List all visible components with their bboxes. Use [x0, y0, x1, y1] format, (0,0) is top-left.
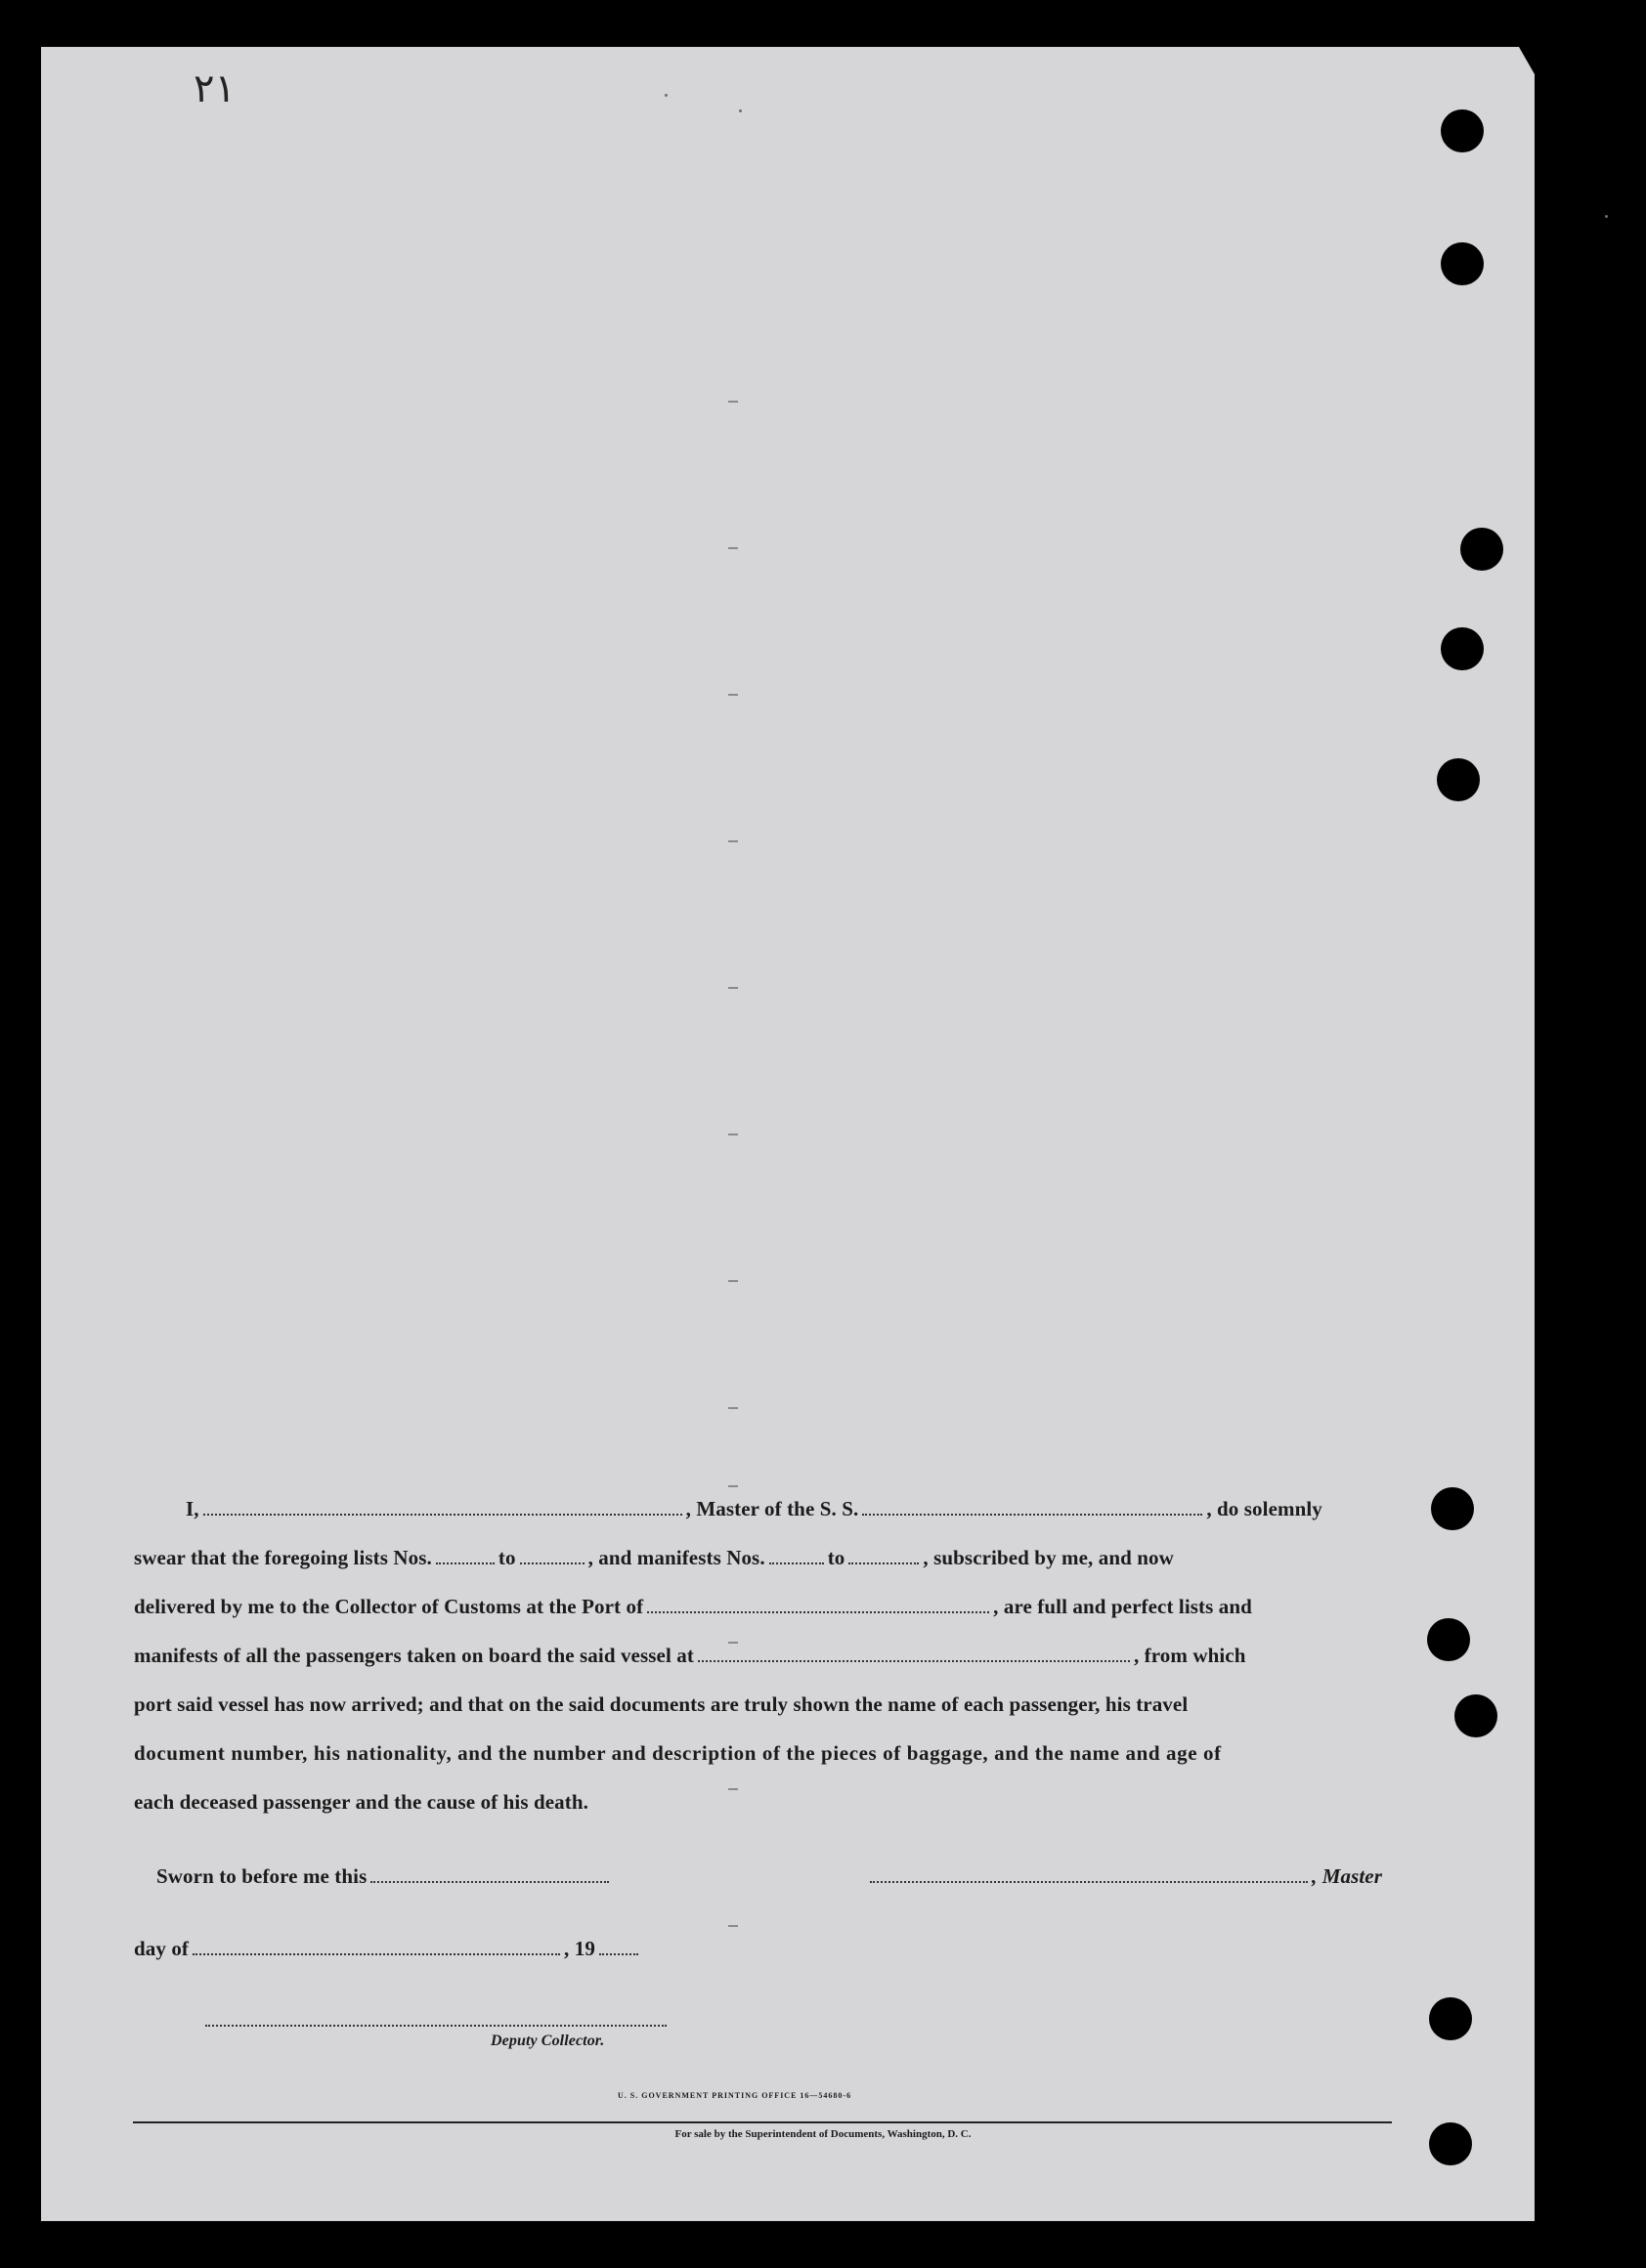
- master-signature-blank: [870, 1867, 1308, 1883]
- oath-text: , and manifests Nos.: [587, 1546, 765, 1569]
- sworn-line: [156, 1864, 613, 1889]
- printer-line: U. S. GOVERNMENT PRINTING OFFICE 16—54680-6: [618, 2091, 852, 2100]
- master-label: , Master: [1312, 1864, 1382, 1888]
- punch-hole: [1437, 758, 1480, 801]
- sworn-day-blank: [370, 1867, 609, 1883]
- center-tick: [728, 1788, 738, 1790]
- center-tick: [728, 840, 738, 842]
- oath-text: to: [827, 1546, 845, 1569]
- speck: [1605, 215, 1608, 218]
- center-tick: [728, 1134, 738, 1135]
- oath-line-7: each deceased passenger and the cause of his death.: [134, 1790, 588, 1814]
- center-tick: [728, 1925, 738, 1927]
- punch-hole: [1427, 1618, 1470, 1661]
- oath-line-2: [134, 1546, 1174, 1570]
- center-tick: [728, 1485, 738, 1487]
- center-tick: [728, 694, 738, 696]
- speck: [739, 109, 742, 112]
- master-signature-line: [866, 1864, 1382, 1889]
- deputy-collector-label: Deputy Collector.: [491, 2033, 605, 2049]
- oath-text: delivered by me to the Collector of Customs at the Port of: [134, 1595, 644, 1618]
- list-to-blank: [520, 1549, 585, 1564]
- oath-text: I,: [186, 1497, 199, 1520]
- punch-hole: [1441, 627, 1484, 670]
- punch-hole: [1454, 1694, 1497, 1737]
- punch-hole: [1429, 1997, 1472, 2040]
- punch-hole: [1431, 1487, 1474, 1530]
- manifest-to-blank: [848, 1549, 919, 1564]
- speck: [665, 94, 668, 97]
- punch-hole: [1441, 109, 1484, 152]
- center-tick: [728, 987, 738, 989]
- footer-rule: [133, 2121, 1392, 2123]
- sworn-label: Sworn to before me this: [156, 1864, 368, 1888]
- list-from-blank: [436, 1549, 495, 1564]
- footer-text: For sale by the Superintendent of Documents, Washington, D. C.: [674, 2128, 972, 2140]
- deputy-signature-blank: [205, 2011, 667, 2027]
- oath-line-1: [186, 1497, 1322, 1521]
- master-name-blank: [203, 1500, 682, 1516]
- oath-line-6: document number, his nationality, and the number and description of the pieces of baggage, and the name and age of: [134, 1741, 1222, 1765]
- oath-text: to: [498, 1546, 516, 1569]
- oath-line-5: port said vessel has now arrived; and that on the said documents are truly shown the name of each passenger, his travel: [134, 1692, 1189, 1716]
- oath-text: , do solemnly: [1206, 1497, 1322, 1520]
- manifest-from-blank: [769, 1549, 824, 1564]
- center-tick: [728, 401, 738, 403]
- oath-line-3: [134, 1595, 1252, 1619]
- handwritten-page-number: ٢١: [194, 66, 236, 111]
- year-label: , 19: [564, 1937, 595, 1960]
- departure-port-blank: [698, 1647, 1130, 1662]
- oath-text: , from which: [1133, 1644, 1246, 1667]
- oath-line-4: [134, 1644, 1246, 1668]
- month-blank: [193, 1940, 560, 1955]
- punch-hole: [1441, 242, 1484, 285]
- port-blank: [647, 1598, 989, 1613]
- center-tick: [728, 1280, 738, 1282]
- vessel-name-blank: [862, 1500, 1202, 1516]
- oath-text: , Master of the S. S.: [685, 1497, 859, 1520]
- oath-text: , are full and perfect lists and: [993, 1595, 1252, 1618]
- oath-text: swear that the foregoing lists Nos.: [134, 1546, 432, 1569]
- day-of-label: day of: [134, 1937, 190, 1960]
- center-tick: [728, 547, 738, 549]
- oath-text: manifests of all the passengers taken on board the said vessel at: [134, 1644, 694, 1667]
- day-of-line: [134, 1937, 642, 1961]
- punch-hole: [1460, 528, 1503, 571]
- center-tick: [728, 1407, 738, 1409]
- oath-text: , subscribed by me, and now: [923, 1546, 1174, 1569]
- year-blank: [599, 1940, 638, 1955]
- form-page: [41, 47, 1535, 2221]
